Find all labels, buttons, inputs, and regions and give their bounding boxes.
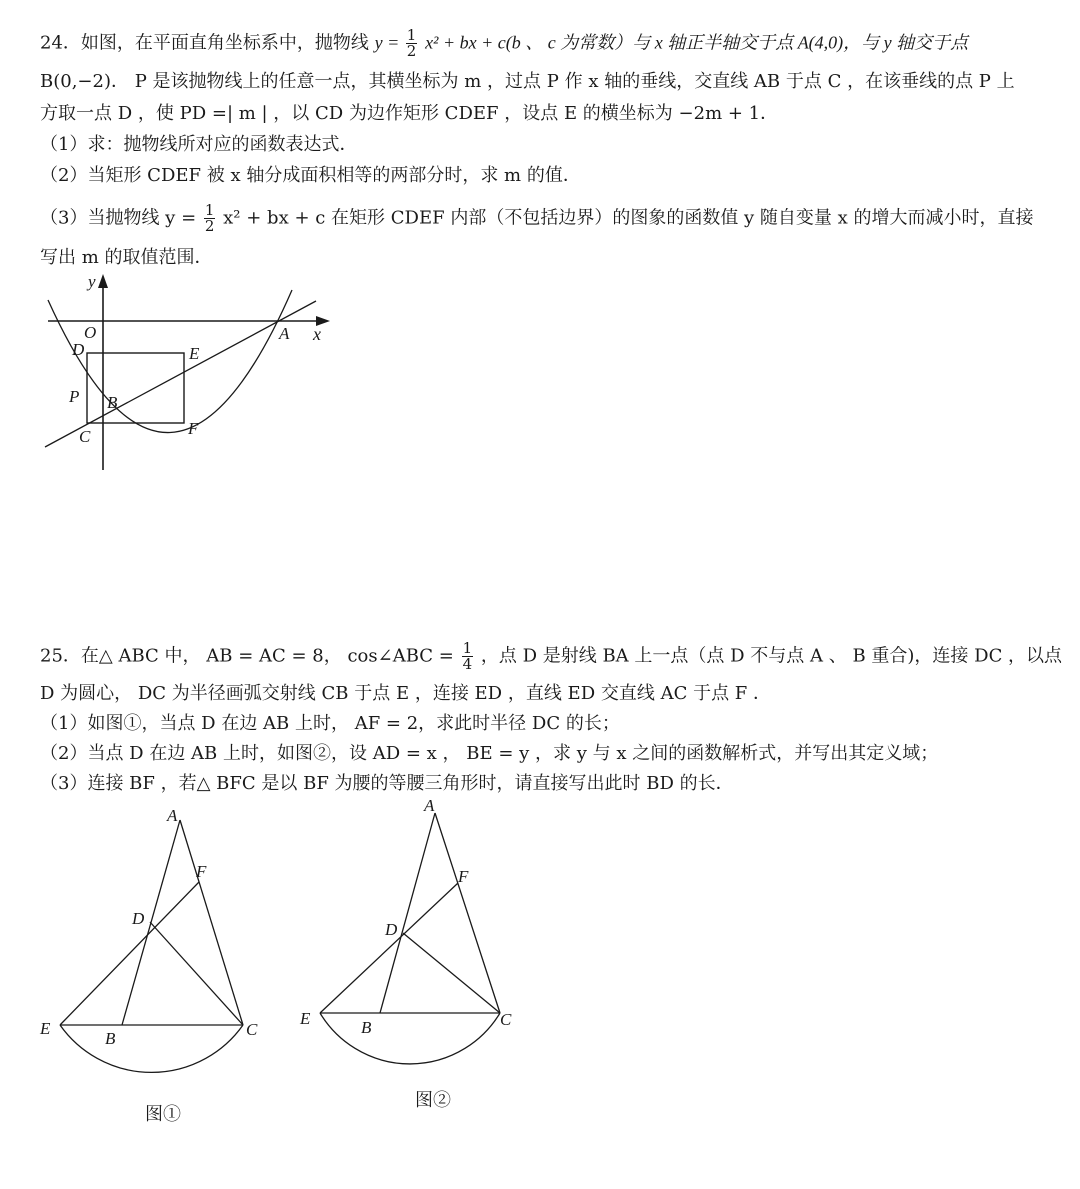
q25-figure-2 bbox=[295, 793, 535, 1063]
q24-label-e: E bbox=[189, 344, 200, 363]
q24-frac-den: 2 bbox=[406, 42, 417, 60]
q25-fig1-caption: 图① bbox=[145, 1104, 181, 1125]
q24-frac-num: 1 bbox=[406, 26, 417, 44]
q25-fig2-label-d: D bbox=[385, 920, 398, 939]
q25-fig1-arc bbox=[60, 1025, 243, 1072]
q24-line1 bbox=[40, 28, 968, 59]
q25-fig1-label-e: E bbox=[40, 1019, 51, 1038]
q25-frac-den: 4 bbox=[462, 655, 473, 673]
q25-line1 bbox=[40, 641, 1062, 672]
q25-fig1-ac bbox=[180, 820, 243, 1025]
q24-part3 bbox=[40, 203, 1034, 234]
q25-fig2-label-a: A bbox=[424, 796, 435, 815]
q24-line2: B(0,−2)． P 是该抛物线上的任意一点，其横坐标为 m ，过点 P 作 x 轴的垂线，交直线 AB 于点 C ，在该垂线的点 P 上 bbox=[40, 71, 1015, 92]
q24-label-p: P bbox=[69, 387, 80, 406]
q24-label-d: D bbox=[72, 340, 85, 359]
q25-part3: （3）连接 BF ，若△ BFC 是以 BF 为腰的等腰三角形时，请直接写出此时 BD 的长． bbox=[40, 773, 734, 794]
q24-rectangle-cdef bbox=[87, 353, 184, 423]
q25-fraction bbox=[462, 641, 474, 672]
q25-part1: （1）如图①，当点 D 在边 AB 上时， AF = 2，求此时半径 DC 的长； bbox=[40, 713, 620, 734]
q24-part1: （1）求：抛物线所对应的函数表达式． bbox=[40, 134, 358, 155]
q24-part3-b: x² + bx + c 在矩形 CDEF 内部（不包括边界）的图象的函数值 y 随自变量 x 的增大而减小时，直接 bbox=[223, 207, 1034, 229]
q24-eq-rhs: x² + bx + c(b 、 c 为常数）与 x 轴正半轴交于点 A(4,0)，与 y 轴交于点 bbox=[425, 32, 969, 53]
q25-fig2-label-e: E bbox=[300, 1009, 311, 1028]
q25-fig2-arc bbox=[320, 1013, 500, 1064]
q24-label-b: B bbox=[107, 393, 118, 412]
q25-fig1-label-b: B bbox=[105, 1029, 116, 1048]
q24-part3-cont: 写出 m 的取值范围． bbox=[40, 247, 213, 268]
q24-line1-text: 24．如图，在平面直角坐标系中，抛物线 bbox=[40, 32, 369, 54]
q25-line1-a: 25．在△ ABC 中， AB = AC = 8， cos∠ABC = bbox=[40, 645, 460, 667]
q25-fig2-label-b: B bbox=[361, 1018, 372, 1037]
q24-part3-frac-num: 1 bbox=[204, 201, 215, 219]
q25-fig2-label-f: F bbox=[458, 867, 469, 886]
q25-fig2-ac bbox=[435, 813, 500, 1013]
q24-y-arrow bbox=[98, 274, 108, 288]
q25-part2: （2）当点 D 在边 AB 上时，如图②，设 AD = x ， BE = y ，求 y 与 x 之间的函数解析式，并写出其定义域； bbox=[40, 743, 939, 764]
q25-figure-1 bbox=[35, 800, 275, 1080]
q24-label-o: O bbox=[84, 323, 97, 342]
q24-label-y: y bbox=[88, 272, 96, 291]
q24-label-c: C bbox=[79, 427, 91, 446]
q25-fig1-label-d: D bbox=[132, 909, 145, 928]
q24-fraction bbox=[406, 28, 418, 59]
q24-line3: 方取一点 D ，使 PD =| m | ，以 CD 为边作矩形 CDEF ，设点 E 的横坐标为 −2m + 1． bbox=[40, 103, 779, 124]
q24-label-x: x bbox=[313, 324, 321, 344]
q25-fig2-label-c: C bbox=[500, 1010, 512, 1029]
q24-part3-fraction bbox=[204, 203, 216, 234]
q25-fig2-caption: 图② bbox=[415, 1090, 451, 1111]
q25-fig1-label-f: F bbox=[196, 862, 207, 881]
q25-fig1-dc bbox=[150, 922, 243, 1025]
q25-fig2-ef bbox=[320, 883, 458, 1013]
q24-part3-frac-den: 2 bbox=[204, 217, 215, 235]
q24-part3-a: （3）当抛物线 y = bbox=[40, 207, 202, 229]
q25-frac-num: 1 bbox=[462, 639, 473, 657]
q25-fig1-label-c: C bbox=[246, 1020, 258, 1039]
q24-label-a: A bbox=[279, 324, 290, 343]
q25-line1-b: ，点 D 是射线 BA 上一点（点 D 不与点 A 、 B 重合)，连接 DC ，以点 bbox=[480, 645, 1063, 667]
q24-figure bbox=[40, 270, 340, 470]
q25-line2: D 为圆心， DC 为半径画弧交射线 CB 于点 E ，连接 ED ，直线 ED 交直线 AC 于点 F ． bbox=[40, 683, 772, 704]
q24-part2: （2）当矩形 CDEF 被 x 轴分成面积相等的两部分时，求 m 的值． bbox=[40, 165, 581, 186]
q25-fig1-label-a: A bbox=[167, 806, 178, 825]
q24-parabola bbox=[48, 290, 292, 433]
q25-fig2-dc bbox=[403, 933, 500, 1013]
q24-eq-lhs: y = bbox=[374, 32, 404, 53]
q24-label-f: F bbox=[188, 419, 199, 438]
